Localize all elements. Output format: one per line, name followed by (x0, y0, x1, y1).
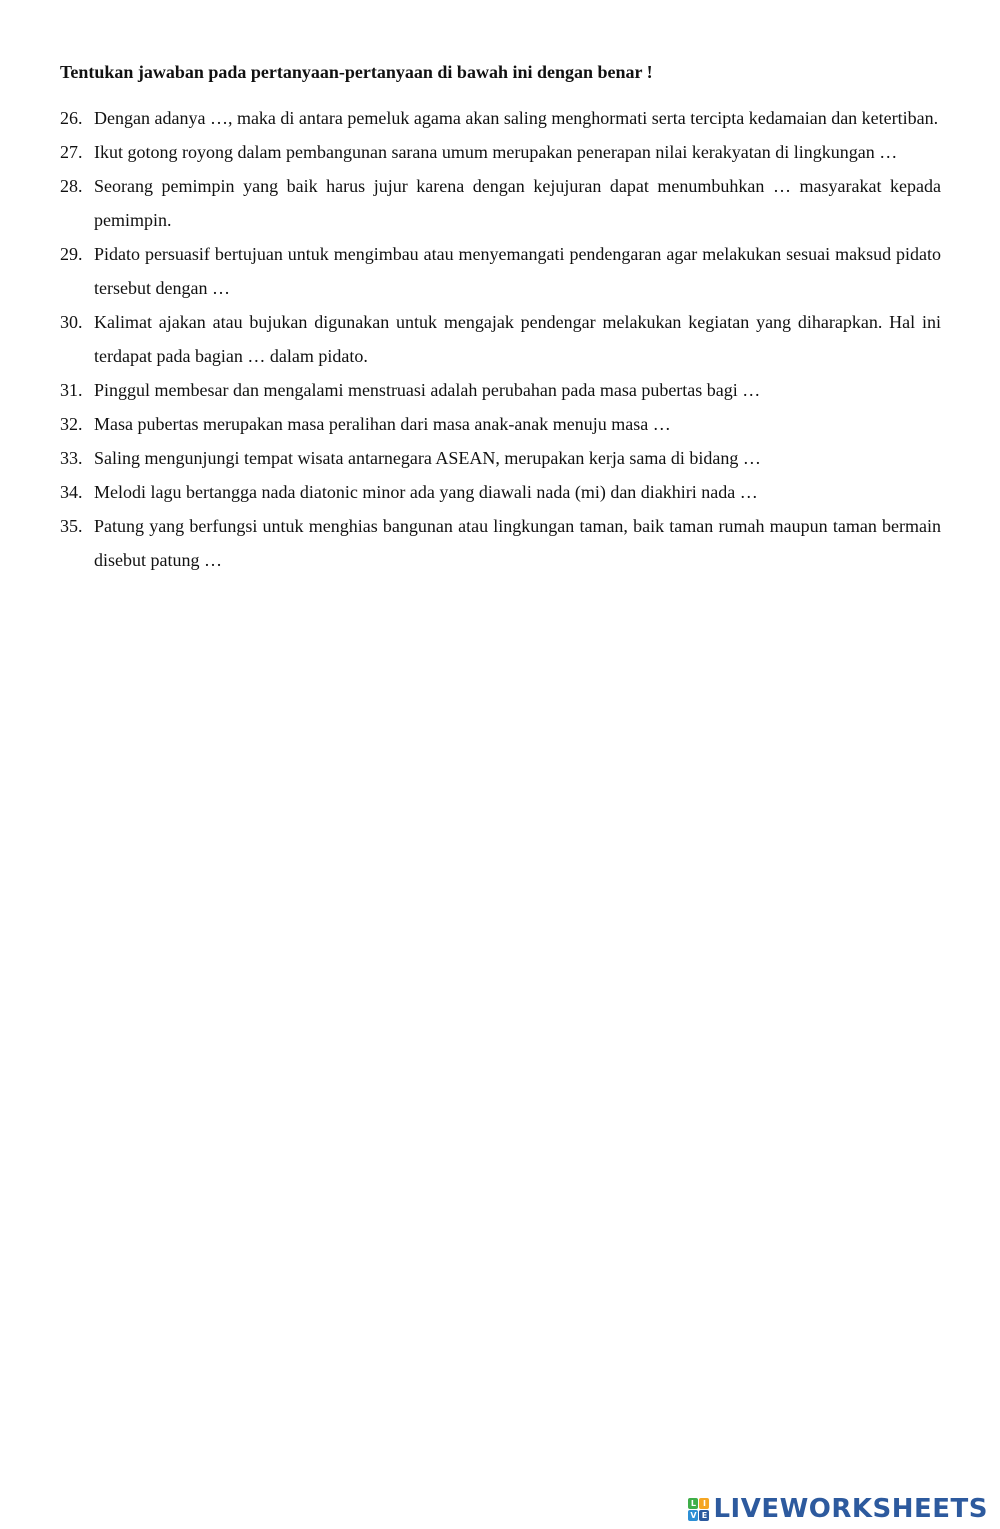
question-text: Patung yang berfungsi untuk menghias bangunan atau lingkungan taman, baik taman rumah maupun taman bermain disebut patung … (94, 516, 941, 570)
question-text: Melodi lagu bertangga nada diatonic minor ada yang diawali nada (mi) dan diakhiri nada … (94, 482, 758, 502)
question-item (60, 407, 941, 441)
question-item (60, 237, 941, 305)
question-text: Saling mengunjungi tempat wisata antarnegara ASEAN, merupakan kerja sama di bidang … (94, 448, 761, 468)
question-number: 28. (60, 176, 83, 196)
question-number: 34. (60, 482, 83, 502)
question-list (60, 101, 941, 577)
question-number: 33. (60, 448, 83, 468)
question-text: Dengan adanya …, maka di antara pemeluk agama akan saling menghormati serta tercipta kedamaian dan ketertiban. (94, 108, 939, 128)
logo-letter-e: E (699, 1510, 709, 1521)
question-text: Pinggul membesar dan mengalami menstruasi adalah perubahan pada masa pubertas bagi … (94, 380, 761, 400)
question-number: 29. (60, 244, 83, 264)
question-text: Kalimat ajakan atau bujukan digunakan untuk mengajak pendengar melakukan kegiatan yang diharapkan. Hal ini terdapat pada bagian … dalam pidato. (94, 312, 941, 366)
question-item (60, 101, 941, 135)
question-number: 35. (60, 516, 83, 536)
logo-letter-l: L (688, 1498, 698, 1509)
question-number: 30. (60, 312, 83, 332)
liveworksheets-logo-icon (688, 1498, 709, 1521)
brand-name: LIVEWORKSHEETS (713, 1494, 988, 1524)
question-item (60, 475, 941, 509)
question-text: Seorang pemimpin yang baik harus jujur karena dengan kejujuran dapat menumbuhkan … masyarakat kepada pemimpin. (94, 176, 941, 230)
question-text: Masa pubertas merupakan masa peralihan dari masa anak-anak menuju masa … (94, 414, 671, 434)
question-item (60, 169, 941, 237)
question-number: 32. (60, 414, 83, 434)
question-number: 26. (60, 108, 83, 128)
logo-letter-i: I (699, 1498, 709, 1509)
logo-letter-v: V (690, 1510, 697, 1520)
question-number: 31. (60, 380, 83, 400)
question-text: Ikut gotong royong dalam pembangunan sarana umum merupakan penerapan nilai kerakyatan di lingkungan … (94, 142, 898, 162)
question-item (60, 135, 941, 169)
question-item (60, 509, 941, 577)
liveworksheets-brand[interactable] (688, 1493, 988, 1525)
question-item (60, 441, 941, 475)
question-text: Pidato persuasif bertujuan untuk mengimbau atau menyemangati pendengaran agar melakukan sesuai maksud pidato tersebut dengan … (94, 244, 941, 298)
instruction-heading: Tentukan jawaban pada pertanyaan-pertanyaan di bawah ini dengan benar ! (60, 62, 653, 82)
question-number: 27. (60, 142, 83, 162)
question-item (60, 373, 941, 407)
question-item (60, 305, 941, 373)
